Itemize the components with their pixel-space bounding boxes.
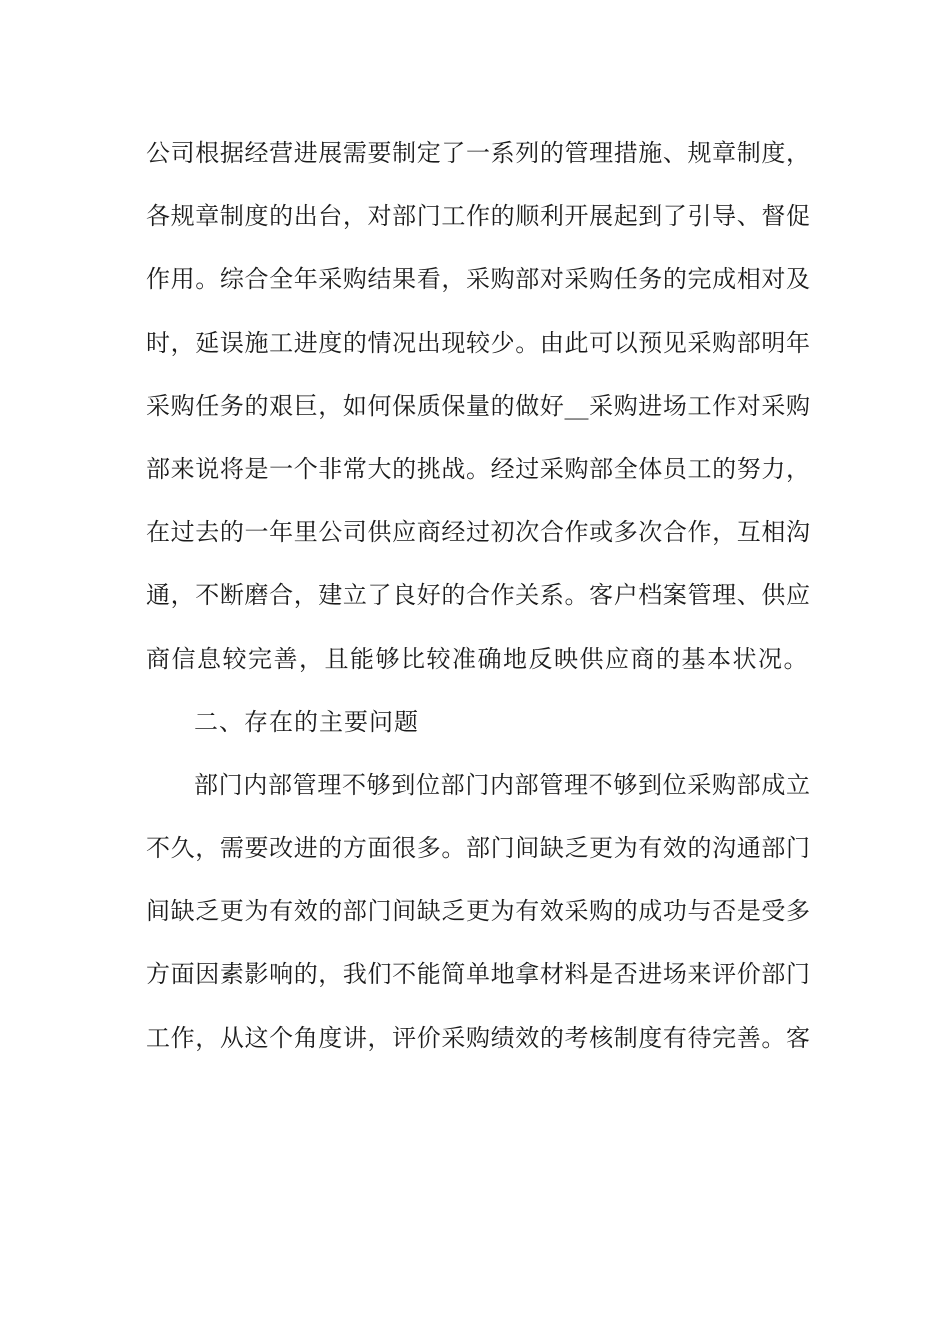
document-body	[146, 122, 810, 1070]
paragraph-2-line-3: 间缺乏更为有效的部门间缺乏更为有效采购的成功与否是受多	[146, 897, 810, 926]
paragraph-1-line-8: 通，不断磨合，建立了良好的合作关系。客户档案管理、供应	[146, 581, 810, 610]
paragraph-1-line-4: 时，延误施工进度的情况出现较少。由此可以预见采购部明年	[146, 328, 810, 357]
paragraph-1-line-7: 在过去的一年里公司供应商经过初次合作或多次合作，互相沟	[146, 518, 810, 547]
paragraph-2-line-4: 方面因素影响的，我们不能简单地拿材料是否进场来评价部门	[146, 960, 810, 989]
paragraph-1-line-5: 采购任务的艰巨，如何保质保量的做好__采购进场工作对采购	[146, 391, 810, 420]
section-heading: 二、存在的主要问题	[194, 707, 419, 736]
paragraph-1-line-2: 各规章制度的出台，对部门工作的顺利开展起到了引导、督促	[146, 202, 810, 231]
paragraph-1-line-9: 商信息较完善，且能够比较准确地反映供应商的基本状况。	[146, 644, 809, 673]
paragraph-1-line-6: 部来说将是一个非常大的挑战。经过采购部全体员工的努力，	[146, 454, 810, 483]
paragraph-2-line-5: 工作，从这个角度讲，评价采购绩效的考核制度有待完善。客	[146, 1023, 810, 1052]
paragraph-2-line-2: 不久，需要改进的方面很多。部门间缺乏更为有效的沟通部门	[146, 834, 810, 863]
paragraph-1-line-1: 公司根据经营进展需要制定了一系列的管理措施、规章制度，	[146, 139, 810, 167]
paragraph-2-line-1: 部门内部管理不够到位部门内部管理不够到位采购部成立	[194, 770, 810, 799]
paragraph-1-line-3: 作用。综合全年采购结果看，采购部对采购任务的完成相对及	[146, 265, 810, 294]
